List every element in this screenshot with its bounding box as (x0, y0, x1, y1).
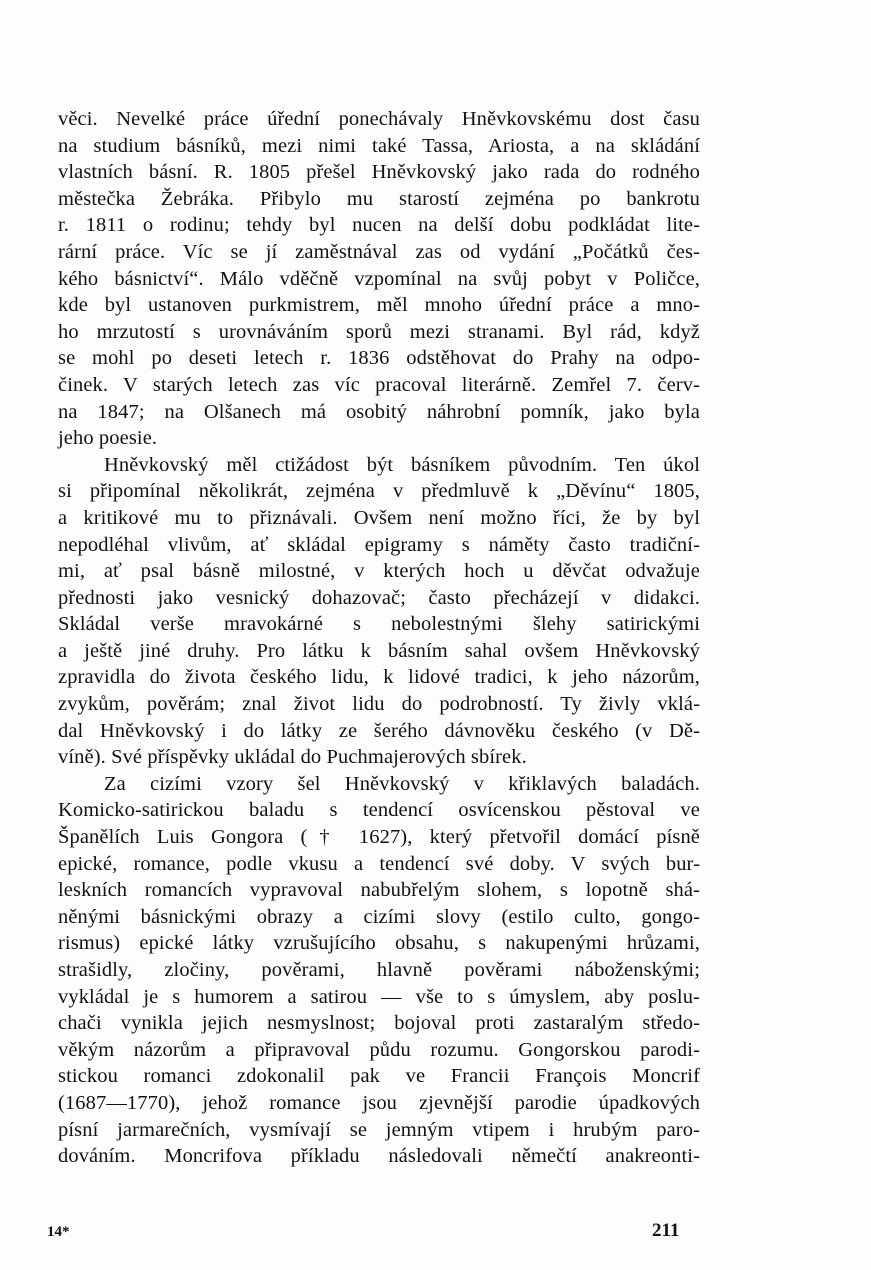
paragraph-end-line: jeho poesie. (58, 427, 158, 450)
text-line: si připomínal několikrát, zejména v předmluvě k „Děvínu“ 1805, (58, 480, 700, 503)
text-line: nepodléhal vlivům, ať skládal epigramy s náměty často tradiční- (58, 533, 700, 556)
text-line: Španělích Luis Gongora († 1627), který přetvořil domácí písně (58, 826, 700, 849)
text-line: ho mrzutostí s urovnáváním sporů mezi stranami. Byl rád, když (58, 320, 700, 343)
text-line: epické, romance, podle vkusu a tendencí své doby. V svých bur- (58, 852, 700, 875)
text-line: chači vynikla jejich nesmyslnost; bojoval proti zastaralým středo- (58, 1012, 700, 1035)
text-line: vykládal je s humorem a satirou — vše to s úmyslem, aby poslu- (58, 985, 700, 1008)
text-line: věkým názorům a připravoval půdu rozumu. Gongorskou parodi- (58, 1038, 700, 1061)
text-line: Komicko-satirickou baladu s tendencí osvícenskou pěstoval ve (58, 799, 700, 822)
text-line: Skládal verše mravokárné s nebolestnými šlehy satirickými (58, 613, 700, 636)
text-line: zvykům, pověrám; znal život lidu do podrobností. Ty živly vklá- (58, 693, 700, 716)
text-line: kého básnictví“. Málo vděčně vzpomínal na svůj pobyt v Poličce, (58, 267, 700, 290)
text-line: (1687—1770), jehož romance jsou zjevnější parodie úpadkových (58, 1091, 700, 1114)
text-line: zpravidla do života českého lidu, k lidové tradici, k jeho názorům, (58, 666, 700, 689)
text-line: na studium básníků, mezi nimi také Tassa, Ariosta, a na skládání (58, 134, 700, 157)
text-line: písní jarmarečních, vysmívají se jemným vtipem i hrubým paro- (58, 1118, 700, 1141)
paragraph-start-line: Hněvkovský měl ctižádost být básníkem původním. Ten úkol (104, 453, 700, 476)
page-number: 211 (652, 1220, 680, 1241)
text-line: r. 1811 o rodinu; tehdy byl nucen na delší dobu podkládat lite- (58, 214, 700, 237)
text-line: mi, ať psal básně milostné, v kterých hoch u děvčat odvažuje (58, 560, 700, 583)
text-line: kde byl ustanoven purkmistrem, měl mnoho úřední práce a mno- (58, 294, 700, 317)
paragraph-start-line: Za cizími vzory šel Hněvkovský v křiklavých baladách. (104, 772, 700, 795)
text-line: stickou romanci zdokonalil pak ve Francii François Moncrif (58, 1065, 700, 1088)
text-line: a kritikové mu to přiznávali. Ovšem není možno říci, že by byl (58, 506, 700, 529)
text-line: rismus) epické látky vzrušujícího obsahu, s nakupenými hrůzami, (58, 932, 700, 955)
text-line: věci. Nevelké práce úřední ponechávaly Hněvkovskému dost času (58, 108, 700, 130)
text-line: dal Hněvkovský i do látky ze šerého dávnověku českého (v Dě- (58, 719, 700, 742)
signature-mark: 14* (47, 1224, 70, 1240)
text-line: strašidly, zločiny, pověrami, hlavně pověrami náboženskými; (58, 959, 700, 981)
text-line: něnými básnickými obrazy a cizími slovy (estilo culto, gongo- (58, 905, 700, 928)
paragraph-end-line: víně). Své příspěvky ukládal do Puchmajerových sbírek. (58, 746, 527, 769)
text-line: přednosti jako vesnický dohazovač; často přecházejí v didakci. (58, 586, 700, 609)
text-line: dováním. Moncrifova příkladu následovali němečtí anakreonti- (58, 1145, 700, 1168)
text-line: na 1847; na Olšanech má osobitý náhrobní pomník, jako byla (58, 400, 700, 423)
text-line: městečka Žebráka. Přibylo mu starostí zejména po bankrotu (58, 187, 700, 210)
text-line: vlastních básní. R. 1805 přešel Hněvkovský jako rada do rodného (58, 161, 700, 184)
text-line: rární práce. Víc se jí zaměstnával zas od vydání „Počátků čes- (58, 240, 700, 263)
text-line: činek. V starých letech zas víc pracoval literárně. Zemřel 7. červ- (58, 373, 700, 396)
text-line: leskních romancích vypravoval nabubřelým slohem, s lopotně shá- (58, 879, 700, 902)
text-line: a ještě jiné druhy. Pro látku k básním sahal ovšem Hněvkovský (58, 639, 700, 662)
text-line: se mohl po deseti letech r. 1836 odstěhovat do Prahy na odpo- (58, 347, 700, 370)
body-text (58, 106, 700, 1170)
